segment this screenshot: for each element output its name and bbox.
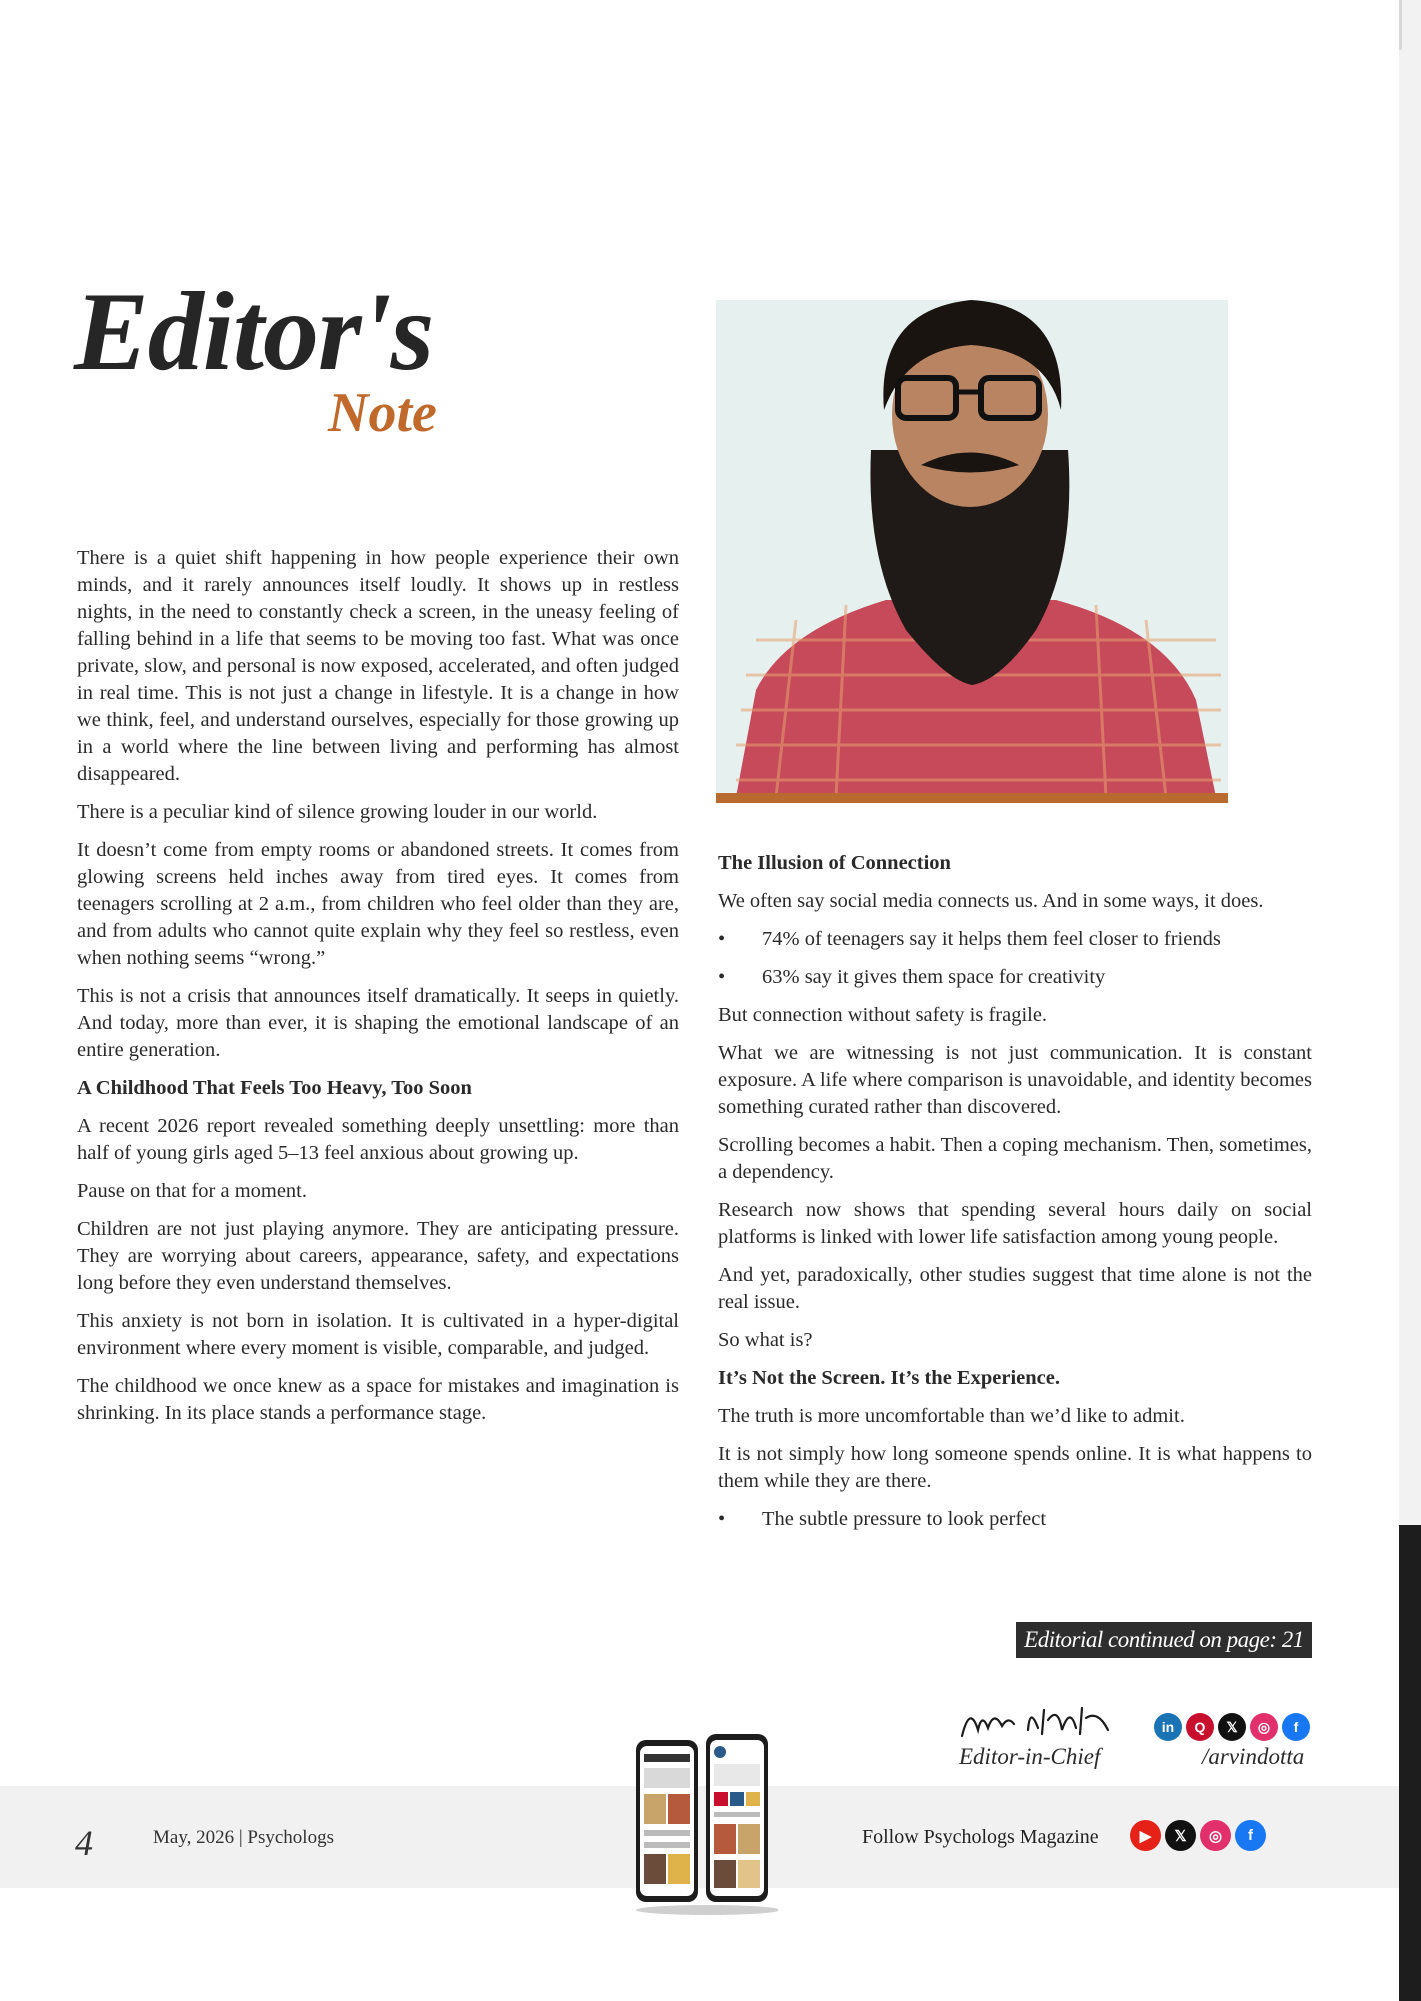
follow-label: Follow Psychologs Magazine <box>862 1826 1099 1848</box>
paragraph: This is not a crisis that announces itself dramatically. It seeps in quietly. And today, more than ever, it is shaping the emotional landscape of an entire generation. <box>77 985 679 1061</box>
page-edge-strip <box>1399 0 1421 2001</box>
x-icon[interactable]: 𝕏 <box>1218 1713 1246 1741</box>
instagram-icon[interactable]: ◎ <box>1250 1713 1278 1741</box>
paragraph: The truth is more uncomfortable than we’d like to admit. <box>718 1405 1185 1427</box>
article-left-column <box>77 545 679 1438</box>
page-number: 4 <box>75 1823 93 1863</box>
magazine-social-links <box>1130 1820 1266 1851</box>
footer-issue-label: May, 2026 | Psychologs <box>153 1827 334 1848</box>
social-handle[interactable]: /arvindotta <box>1202 1744 1305 1769</box>
paragraph: What we are witnessing is not just communication. It is constant exposure. A life where comparison is unavoidable, and identity becomes something curated rather than discovered. <box>718 1042 1312 1118</box>
youtube-icon[interactable]: ▶ <box>1130 1820 1161 1851</box>
editor-photo <box>716 300 1228 797</box>
paragraph: Research now shows that spending several hours daily on social platforms is linked with lower life satisfaction among young people. <box>718 1199 1312 1248</box>
paragraph: There is a quiet shift happening in how people experience their own minds, and it rarely announces itself loudly. It shows up in restless nights, in the need to constantly check a screen, in the uneasy feeling of falling behind in a life that seems to be moving too fast. What was once private, slow, and personal is now exposed, accelerated, and often judged in real time. This is not just a change in lifestyle. It is a change in how we think, feel, and understand ourselves, especially for those growing up in a world where the line between living and performing has almost disappeared. <box>77 547 679 785</box>
editor-signature <box>958 1700 1118 1742</box>
bullet-item: • The subtle pressure to look perfect <box>718 1506 1312 1533</box>
paragraph: The childhood we once knew as a space for mistakes and imagination is shrinking. In its place stands a performance stage. <box>77 1375 679 1424</box>
paragraph: A recent 2026 report revealed something deeply unsettling: more than half of young girls aged 5–13 feel anxious about growing up. <box>77 1115 679 1164</box>
paragraph: But connection without safety is fragile. <box>718 1004 1048 1026</box>
paragraph: So what is? <box>718 1329 813 1351</box>
paragraph: Pause on that for a moment. <box>77 1180 308 1202</box>
instagram-icon[interactable]: ◎ <box>1200 1820 1231 1851</box>
paragraph: It doesn’t come from empty rooms or abandoned streets. It comes from glowing screens held inches away from tired eyes. It comes from teenagers scrolling at 2 a.m., from children who feel older than they are, and from adults who cannot quite explain why they feel so restless, even when nothing seems “wrong.” <box>77 839 679 969</box>
bullet-item: • 74% of teenagers say it helps them feel closer to friends <box>718 926 1312 953</box>
section-heading: A Childhood That Feels Too Heavy, Too Soon <box>77 1077 472 1099</box>
quora-icon[interactable]: Q <box>1186 1713 1214 1741</box>
paragraph: This anxiety is not born in isolation. It is cultivated in a hyper-digital environment where every moment is visible, comparable, and judged. <box>77 1310 679 1359</box>
phone-mockup-image <box>628 1732 778 1917</box>
facebook-icon[interactable]: f <box>1282 1713 1310 1741</box>
article-right-column <box>718 850 1312 1544</box>
section-heading: The Illusion of Connection <box>718 852 951 874</box>
page-title: Editor's <box>74 270 434 394</box>
x-icon[interactable]: 𝕏 <box>1165 1820 1196 1851</box>
continued-link[interactable]: Editorial continued on page: 21 <box>1016 1622 1312 1658</box>
paragraph: It is not simply how long someone spends online. It is what happens to them while they are there. <box>718 1443 1312 1492</box>
paragraph: Scrolling becomes a habit. Then a coping mechanism. Then, sometimes, a dependency. <box>718 1134 1312 1183</box>
photo-accent-bar <box>716 793 1228 803</box>
portrait-illustration <box>716 300 1228 797</box>
linkedin-icon[interactable]: in <box>1154 1713 1182 1741</box>
edge-line <box>1399 0 1402 50</box>
editor-social-links <box>1154 1713 1310 1741</box>
paragraph: And yet, paradoxically, other studies suggest that time alone is not the real issue. <box>718 1264 1312 1313</box>
paragraph: Children are not just playing anymore. They are anticipating pressure. They are worrying about careers, appearance, safety, and expectations long before they even understand themselves. <box>77 1218 679 1294</box>
paragraph: There is a peculiar kind of silence growing louder in our world. <box>77 801 598 823</box>
page-subtitle: Note <box>328 382 437 444</box>
facebook-icon[interactable]: f <box>1235 1820 1266 1851</box>
paragraph: We often say social media connects us. And in some ways, it does. <box>718 890 1264 912</box>
bullet-item: • 63% say it gives them space for creativity <box>718 964 1312 991</box>
section-heading: It’s Not the Screen. It’s the Experience. <box>718 1367 1060 1389</box>
signer-title: Editor-in-Chief <box>959 1744 1101 1769</box>
edge-tab <box>1399 1525 1421 2001</box>
